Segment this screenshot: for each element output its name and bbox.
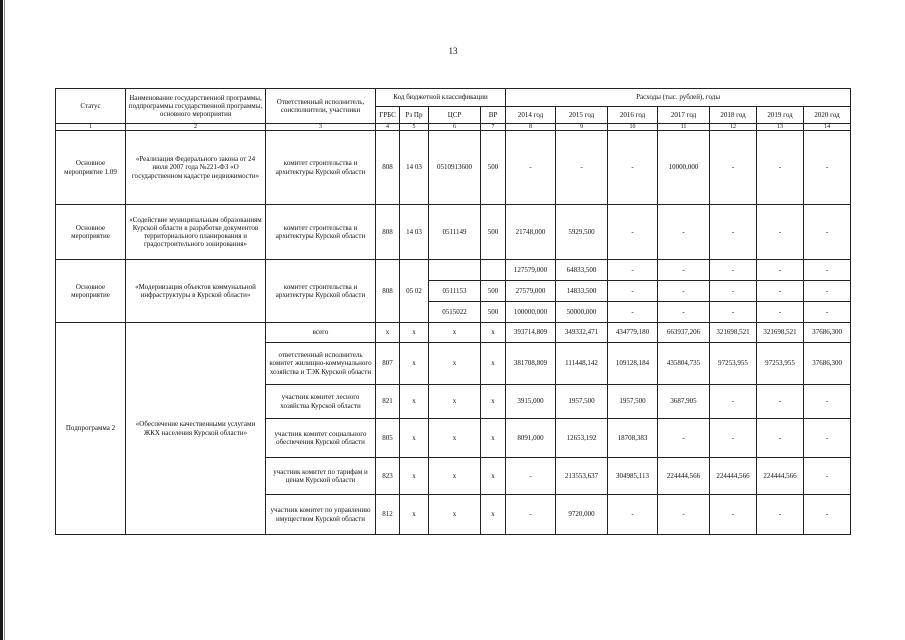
cell-rzpr: х xyxy=(400,323,429,343)
header-grbs: ГРБС xyxy=(376,107,400,124)
header-year: 2020 год xyxy=(804,107,851,124)
cell-rzpr: 14 03 xyxy=(400,131,429,205)
cell-status: Основное мероприятие xyxy=(56,260,126,323)
cell-rzpr: х xyxy=(400,343,429,385)
col-number: 3 xyxy=(266,124,376,131)
cell-executor: комитет строительства и архитектуры Курской области xyxy=(266,131,376,205)
cell-value: 64833,500 xyxy=(556,260,608,281)
cell-value: - xyxy=(658,260,710,281)
cell-value: 21748,000 xyxy=(506,205,556,260)
cell-value: - xyxy=(757,281,804,302)
cell-status: Основное мероприятие xyxy=(56,205,126,260)
col-number: 10 xyxy=(608,124,658,131)
col-number: 2 xyxy=(126,124,266,131)
cell-vr: х xyxy=(481,385,506,419)
col-number: 7 xyxy=(481,124,506,131)
cell-vr: 500 xyxy=(481,302,506,323)
cell-value: - xyxy=(757,419,804,458)
cell-value: - xyxy=(757,131,804,205)
cell-grbs: 807 xyxy=(376,343,400,385)
cell-name: «Содействие муниципальным образованиям Курской области в разработке документов территориального планирования и градостроительного зонирования» xyxy=(126,205,266,260)
header-vr: ВР xyxy=(481,107,506,124)
cell-value: - xyxy=(804,458,851,495)
cell-executor: участник комитет лесного хозяйства Курской области xyxy=(266,385,376,419)
cell-value: - xyxy=(757,495,804,535)
page-edge-line xyxy=(4,0,5,640)
cell-status: Основное мероприятие 1.09 xyxy=(56,131,126,205)
cell-value: 37686,300 xyxy=(804,323,851,343)
cell-value: - xyxy=(608,281,658,302)
cell-value: - xyxy=(506,458,556,495)
cell-value: 111448,142 xyxy=(556,343,608,385)
cell-value: - xyxy=(608,302,658,323)
cell-value: - xyxy=(658,205,710,260)
cell-value: - xyxy=(804,260,851,281)
cell-vr: х xyxy=(481,419,506,458)
cell-value: 435804,735 xyxy=(658,343,710,385)
cell-value: 224444,566 xyxy=(658,458,710,495)
cell-rzpr: 14 03 xyxy=(400,205,429,260)
table-row xyxy=(56,260,851,281)
cell-vr: 500 xyxy=(481,205,506,260)
header-csr: ЦСР xyxy=(429,107,481,124)
cell-csr: х xyxy=(429,343,481,385)
cell-value: - xyxy=(710,495,757,535)
cell-value: - xyxy=(757,302,804,323)
cell-value: - xyxy=(608,495,658,535)
cell-grbs: 808 xyxy=(376,260,400,323)
cell-name: «Реализация Федерального закона от 24 июля 2007 года №221-ФЗ «О государственном кадастре недвижимости» xyxy=(126,131,266,205)
header-executor: Ответственный исполнитель, соисполнители, участники xyxy=(266,89,376,124)
cell-value: - xyxy=(710,302,757,323)
cell-value: - xyxy=(804,385,851,419)
cell-value: 5929,500 xyxy=(556,205,608,260)
col-number: 1 xyxy=(56,124,126,131)
cell-value: - xyxy=(710,131,757,205)
cell-value: 349332,471 xyxy=(556,323,608,343)
header-status: Статус xyxy=(56,89,126,124)
cell-value: 321698,521 xyxy=(710,323,757,343)
cell-value: 12653,192 xyxy=(556,419,608,458)
cell-csr: 0510913600 xyxy=(429,131,481,205)
cell-value: 9720,000 xyxy=(556,495,608,535)
page-number: 13 xyxy=(448,46,458,56)
cell-value: - xyxy=(804,419,851,458)
cell-executor: всего xyxy=(266,323,376,343)
header-name: Наименование государственной программы, подпрограммы государственной программы, основного мероприятия xyxy=(126,89,266,124)
cell-value: - xyxy=(658,281,710,302)
cell-csr: 0511153 xyxy=(429,281,481,302)
cell-value: - xyxy=(506,495,556,535)
cell-status: Подпрограмма 2 xyxy=(56,323,126,535)
cell-value: - xyxy=(658,419,710,458)
col-number: 14 xyxy=(804,124,851,131)
cell-value: - xyxy=(804,302,851,323)
header-row xyxy=(56,89,851,107)
cell-grbs: 805 xyxy=(376,419,400,458)
table-row xyxy=(56,205,851,260)
cell-value: 304985,113 xyxy=(608,458,658,495)
header-year: 2016 год xyxy=(608,107,658,124)
cell-value: - xyxy=(608,131,658,205)
cell-value: 224444,566 xyxy=(710,458,757,495)
col-number: 9 xyxy=(556,124,608,131)
cell-executor: ответственный исполнитель комитет жилищно-коммунального хозяйства и ТЭК Курской области xyxy=(266,343,376,385)
col-number: 6 xyxy=(429,124,481,131)
cell-grbs: 808 xyxy=(376,205,400,260)
cell-value: 27579,000 xyxy=(506,281,556,302)
cell-grbs: 812 xyxy=(376,495,400,535)
cell-executor: участник комитет социального обеспечения Курской области xyxy=(266,419,376,458)
cell-value: 224444,566 xyxy=(757,458,804,495)
cell-grbs: х xyxy=(376,323,400,343)
header-rzpr: Рз Пр xyxy=(400,107,429,124)
cell-executor: участник комитет по управлению имуществом Курской области xyxy=(266,495,376,535)
cell-value: 393714,809 xyxy=(506,323,556,343)
cell-executor: комитет строительства и архитектуры Курской области xyxy=(266,205,376,260)
cell-value: 8091,000 xyxy=(506,419,556,458)
col-number: 5 xyxy=(400,124,429,131)
cell-value: - xyxy=(710,385,757,419)
cell-rzpr: 05 02 xyxy=(400,260,429,323)
cell-value: 109128,184 xyxy=(608,343,658,385)
cell-value: 127579,000 xyxy=(506,260,556,281)
cell-vr: 500 xyxy=(481,131,506,205)
col-number: 8 xyxy=(506,124,556,131)
cell-value: - xyxy=(506,131,556,205)
cell-rzpr: х xyxy=(400,458,429,495)
header-year: 2015 год xyxy=(556,107,608,124)
cell-value: 10000,000 xyxy=(658,131,710,205)
cell-value: 1957,500 xyxy=(608,385,658,419)
header-year: 2014 год xyxy=(506,107,556,124)
cell-value: - xyxy=(710,260,757,281)
cell-grbs: 821 xyxy=(376,385,400,419)
header-year: 2019 год xyxy=(757,107,804,124)
cell-value: - xyxy=(804,131,851,205)
cell-rzpr: х xyxy=(400,495,429,535)
cell-value: 321698,521 xyxy=(757,323,804,343)
cell-vr: х xyxy=(481,458,506,495)
cell-value: 3915,000 xyxy=(506,385,556,419)
cell-value: 18708,383 xyxy=(608,419,658,458)
cell-value: 434779,180 xyxy=(608,323,658,343)
col-number: 4 xyxy=(376,124,400,131)
table-row xyxy=(56,131,851,205)
cell-value: - xyxy=(608,260,658,281)
cell-value: 50000,000 xyxy=(556,302,608,323)
cell-value: 97253,955 xyxy=(757,343,804,385)
col-number: 13 xyxy=(757,124,804,131)
header-spend-group: Расходы (тыс. рублей), годы xyxy=(506,89,851,107)
page-edge-bar xyxy=(0,0,3,640)
cell-value: - xyxy=(757,385,804,419)
cell-csr xyxy=(429,260,481,281)
cell-value: 3687,905 xyxy=(658,385,710,419)
cell-executor: участник комитет по тарифам и ценам Курской области xyxy=(266,458,376,495)
cell-csr: 0511149 xyxy=(429,205,481,260)
cell-value: 1957,500 xyxy=(556,385,608,419)
cell-value: 37686,300 xyxy=(804,343,851,385)
table-row xyxy=(56,323,851,343)
cell-value: - xyxy=(658,302,710,323)
cell-value: 14833,500 xyxy=(556,281,608,302)
col-number: 12 xyxy=(710,124,757,131)
cell-csr: 0515022 xyxy=(429,302,481,323)
cell-value: - xyxy=(658,495,710,535)
cell-executor: комитет строительства и архитектуры Курской области xyxy=(266,260,376,323)
cell-rzpr: х xyxy=(400,419,429,458)
column-number-row xyxy=(56,124,851,131)
col-number: 11 xyxy=(658,124,710,131)
cell-value: - xyxy=(710,281,757,302)
cell-grbs: 823 xyxy=(376,458,400,495)
cell-csr: х xyxy=(429,458,481,495)
cell-vr: 500 xyxy=(481,281,506,302)
cell-csr: х xyxy=(429,495,481,535)
cell-value: 663937,206 xyxy=(658,323,710,343)
cell-csr: х xyxy=(429,385,481,419)
header-year: 2018 год xyxy=(710,107,757,124)
cell-value: 97253,955 xyxy=(710,343,757,385)
cell-value: - xyxy=(757,205,804,260)
cell-vr: х xyxy=(481,343,506,385)
cell-value: 213553,637 xyxy=(556,458,608,495)
cell-vr xyxy=(481,260,506,281)
cell-value: - xyxy=(804,495,851,535)
cell-value: - xyxy=(556,131,608,205)
cell-vr: х xyxy=(481,495,506,535)
cell-value: - xyxy=(757,260,804,281)
cell-value: - xyxy=(710,205,757,260)
cell-value: - xyxy=(804,281,851,302)
cell-csr: х xyxy=(429,323,481,343)
cell-vr: х xyxy=(481,323,506,343)
cell-value: 100000,000 xyxy=(506,302,556,323)
cell-grbs: 808 xyxy=(376,131,400,205)
header-year: 2017 год xyxy=(658,107,710,124)
cell-value: 381708,809 xyxy=(506,343,556,385)
cell-rzpr: х xyxy=(400,385,429,419)
cell-name: «Обеспечение качественными услугами ЖКХ населения Курской области» xyxy=(126,323,266,535)
cell-name: «Модернизация объектов коммунальной инфраструктуры в Курской области» xyxy=(126,260,266,323)
header-code-group: Код бюджетной классификации xyxy=(376,89,506,107)
cell-value: - xyxy=(710,419,757,458)
cell-value: - xyxy=(608,205,658,260)
cell-value: - xyxy=(804,205,851,260)
cell-csr: х xyxy=(429,419,481,458)
budget-table xyxy=(55,88,851,535)
